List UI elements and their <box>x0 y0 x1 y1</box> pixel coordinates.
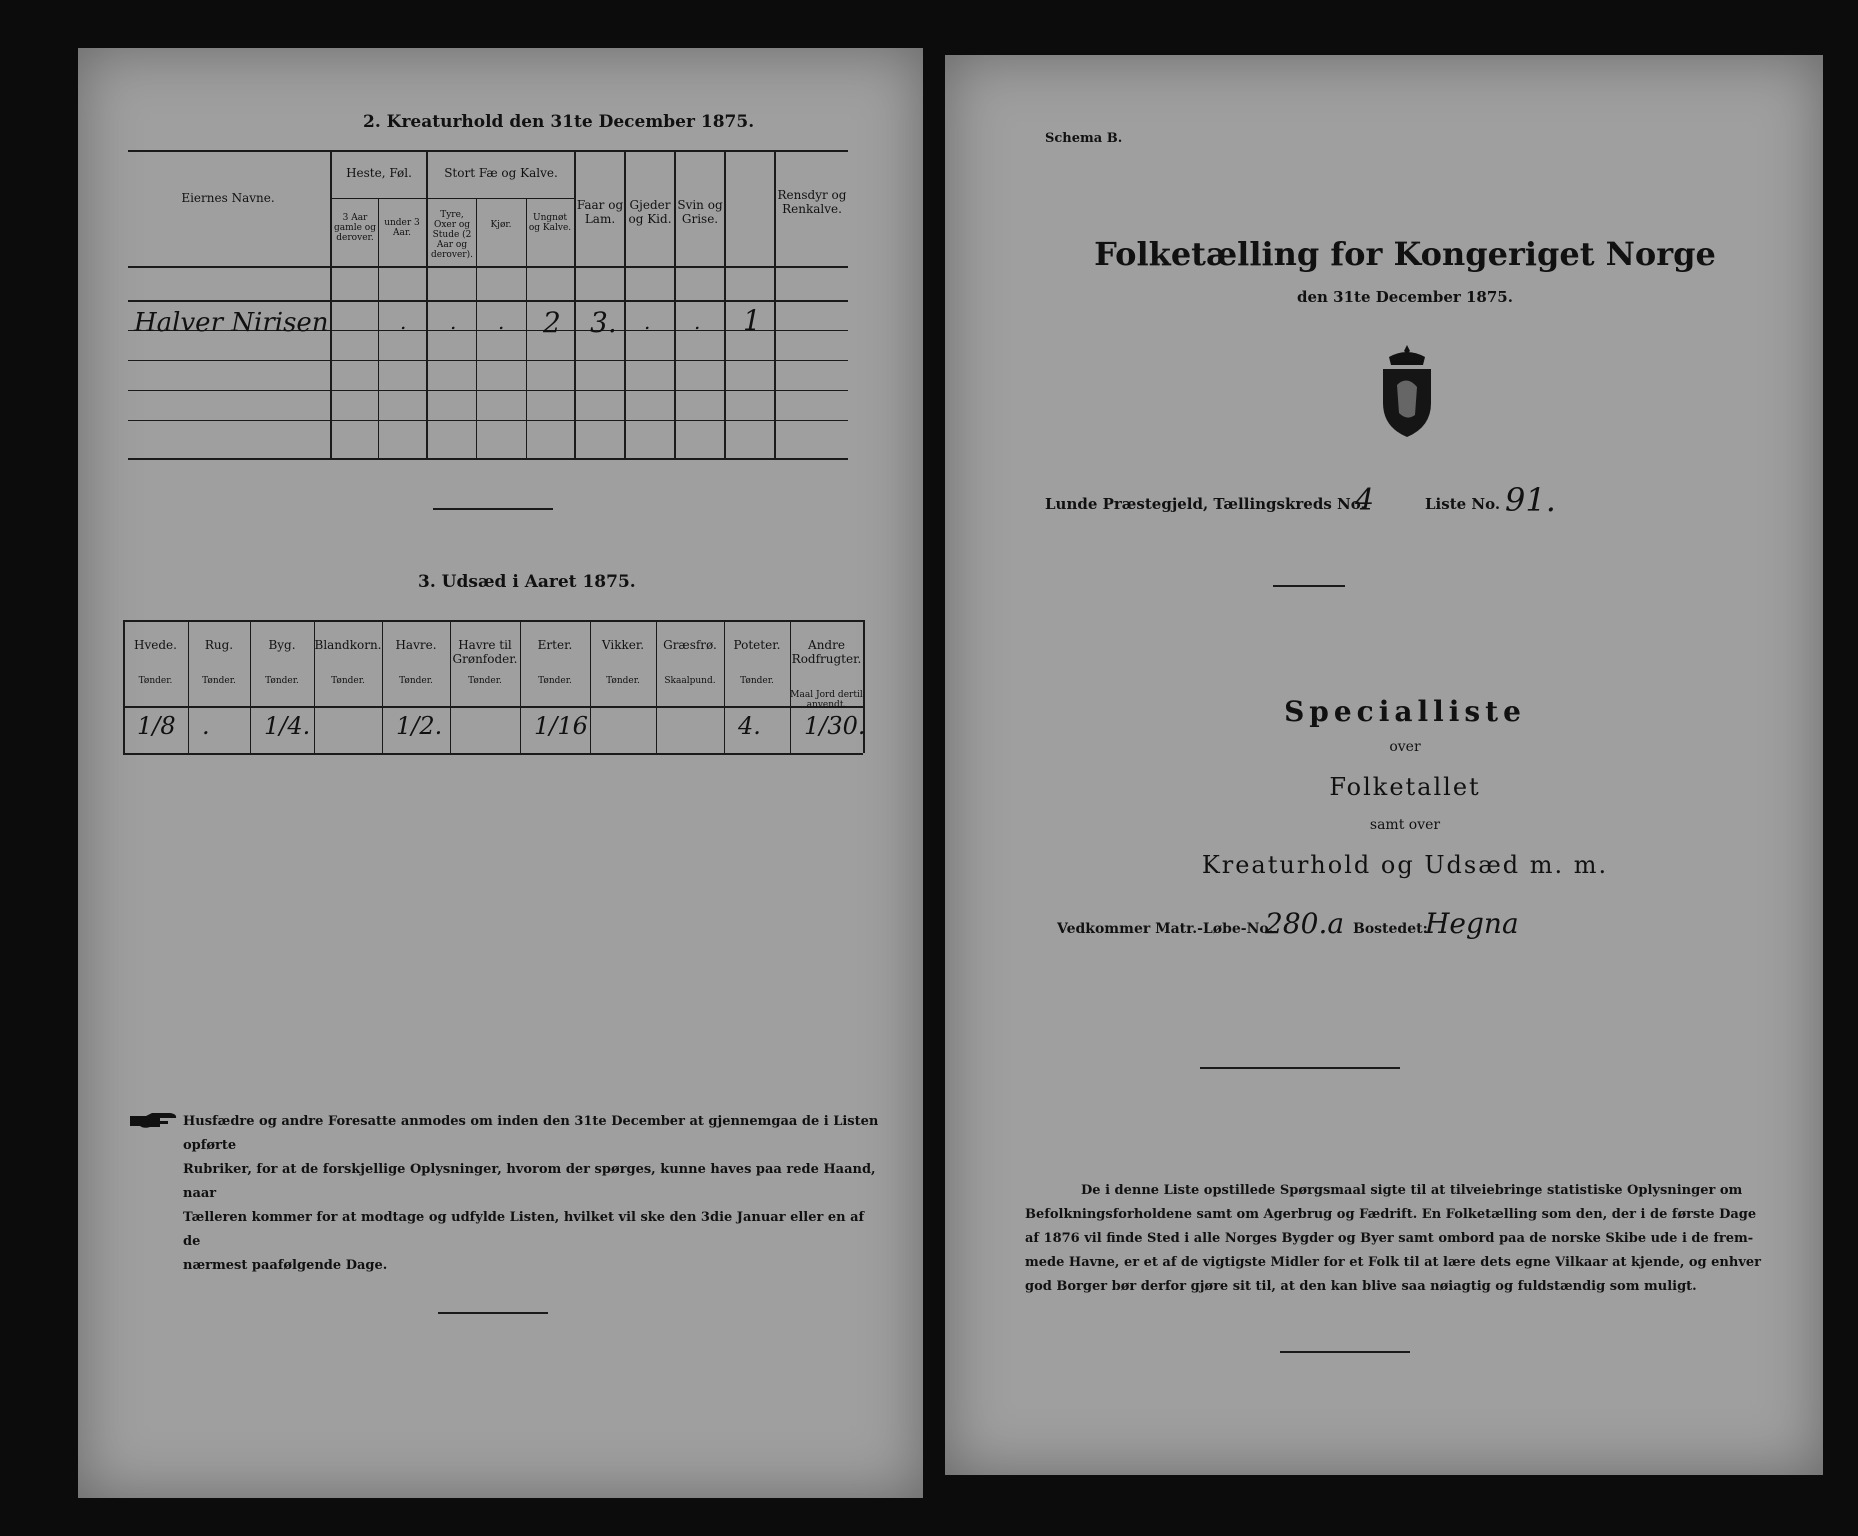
header-horses: Heste, Føl. <box>346 166 412 180</box>
info-line: De i denne Liste opstillede Spørgsmaal sigte til at tilveiebringe statistiske Oplysninger om <box>1081 1183 1743 1198</box>
samt-over-text: samt over <box>1369 817 1441 833</box>
schema-label: Schema B. <box>1045 131 1123 146</box>
header-reindeer: Rensdyr og Renkalve. <box>777 188 847 216</box>
horses-young-value: . <box>450 310 457 334</box>
seed-value: 1/16 <box>534 712 588 740</box>
kreatur-title: Kreaturhold og Udsæd m. m. <box>1201 851 1609 879</box>
seed-header-label: Hvede. <box>134 638 177 652</box>
matr-label: Vedkommer Matr.-Løbe-No. <box>1057 921 1274 937</box>
sheep-value: . <box>644 310 651 334</box>
seed-value: 1/30. <box>804 712 866 740</box>
seed-header-unit: Tønder. <box>202 676 236 686</box>
seed-header-unit: Tønder. <box>740 676 774 686</box>
info-paragraph <box>1025 1179 1805 1299</box>
cows-value: 2 <box>543 306 561 339</box>
seed-header-label: Poteter. <box>733 638 781 652</box>
district-number: 4 <box>1355 483 1375 518</box>
seed-header-label: Andre Rodfrugter. <box>791 638 862 666</box>
list-number: 91. <box>1505 481 1556 519</box>
info-line: god Borger bør derfor gjøre sit til, at den kan blive saa nøiagtig og fuldstændig som muligt. <box>1025 1279 1697 1294</box>
notice-line: Husfædre og andre Foresatte anmodes om inden den 31te December at gjennemgaa de i Listen opførte <box>183 1114 879 1153</box>
seed-header-unit: Tønder. <box>331 676 365 686</box>
seed-header-label: Byg. <box>268 638 296 652</box>
seed-header-unit: Tønder. <box>468 676 502 686</box>
matr-number: 280.a <box>1265 907 1345 940</box>
header-horses-young: under 3 Aar. <box>384 218 420 238</box>
info-line: Befolkningsforholdene samt om Agerbrug og Fædrift. En Folketælling som den, der i de første Dage <box>1025 1207 1757 1222</box>
seed-header-unit: Skaalpund. <box>664 676 716 686</box>
seed-header-unit: Tønder. <box>606 676 640 686</box>
header-cattle: Stort Fæ og Kalve. <box>444 166 558 180</box>
seed-value: . <box>202 712 210 740</box>
right-page <box>945 55 1823 1475</box>
bosted-value: Hegna <box>1425 907 1519 940</box>
seed-value: 1/8 <box>137 712 176 740</box>
header-goats: Gjeder og Kid. <box>628 198 672 226</box>
notice-line: Rubriker, for at de forskjellige Oplysninger, hvorom der spørges, kunne haves paa rede Haand, naar <box>183 1162 876 1201</box>
parish-label: Lunde Præstegjeld, Tællingskreds No. <box>1045 495 1366 513</box>
notice-line: nærmest paafølgende Dage. <box>183 1258 388 1273</box>
header-sheep: Faar og Lam. <box>576 198 624 226</box>
census-title: Folketælling for Kongeriget Norge <box>1094 235 1716 273</box>
seed-header-label: Havre. <box>395 638 437 652</box>
pigs-value: 1 <box>743 304 761 337</box>
seed-header-label: Rug. <box>204 638 234 652</box>
young-cattle-value: 3. <box>590 306 617 339</box>
seed-header-unit: Maal Jord dertil anvendt. <box>790 690 863 710</box>
seed-header-label: Vikker. <box>601 638 645 652</box>
notice-text <box>183 1110 883 1278</box>
census-date: den 31te December 1875. <box>1297 288 1513 306</box>
list-label: Liste No. <box>1425 495 1501 513</box>
horses-old-value: . <box>400 310 407 334</box>
header-owner: Eiernes Navne. <box>181 191 275 205</box>
seed-header-label: Erter. <box>537 638 573 652</box>
goats-value: . <box>694 310 701 334</box>
seed-header-unit: Tønder. <box>138 676 173 686</box>
seed-header-label: Blandkorn. <box>314 638 382 652</box>
special-list-title: Specialliste <box>1284 695 1526 728</box>
info-line: mede Havne, er et af de vigtigste Midler for et Folk til at lære dets egne Vilkaar at kjende, og enhver <box>1025 1255 1762 1270</box>
pointing-hand-icon <box>130 1112 178 1130</box>
seed-value: 1/2. <box>396 712 443 740</box>
seed-header-label: Græsfrø. <box>663 638 717 652</box>
folk-title: Folketallet <box>1329 773 1481 801</box>
over-text-1: over <box>1389 739 1421 755</box>
seed-header-unit: Tønder. <box>265 676 299 686</box>
seed-header-label: Havre til Grønfoder. <box>452 638 518 666</box>
notice-line: Tælleren kommer for at modtage og udfylde Listen, hvilket vil ske den 3die Januar eller en af de <box>183 1210 865 1249</box>
header-bulls: Tyre, Oxer og Stude (2 Aar og derover). <box>431 210 473 260</box>
seed-header-unit: Tønder. <box>538 676 572 686</box>
left-page <box>78 48 923 1498</box>
coat-of-arms-icon <box>1375 345 1439 437</box>
header-cows: Kjør. <box>490 220 512 230</box>
header-young-cattle: Ungnøt og Kalve. <box>528 213 572 233</box>
seed-value: 4. <box>738 712 761 740</box>
bosted-label: Bostedet: <box>1353 921 1428 937</box>
seed-value: 1/4. <box>264 712 311 740</box>
seed-section-title: 3. Udsæd i Aaret 1875. <box>418 572 636 592</box>
header-pigs: Svin og Grise. <box>677 198 723 226</box>
header-horses-old: 3 Aar gamle og derover. <box>334 213 376 243</box>
livestock-section-title: 2. Kreaturhold den 31te December 1875. <box>363 112 755 132</box>
bulls-value: . <box>498 310 505 334</box>
info-line: af 1876 vil finde Sted i alle Norges Bygder og Byer samt ombord paa de norske Skibe ude i de frem- <box>1025 1231 1754 1246</box>
seed-header-unit: Tønder. <box>399 676 433 686</box>
owner-name: Halver Nirisen <box>134 308 329 338</box>
